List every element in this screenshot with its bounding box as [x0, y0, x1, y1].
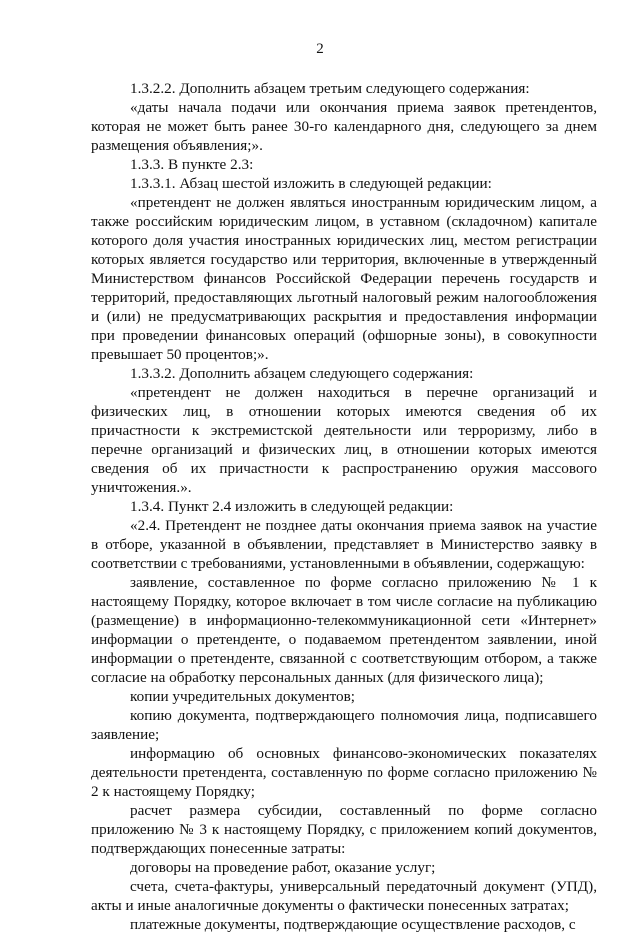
paragraph: «претендент не должен являться иностранным юридическим лицом, а также российским юридическим лицом, в уставном (складочном) капитале которого доля участия иностранных юридических лиц, местом регистрации которых является государство или территория, включенные в утвержденный Министерством финансов Российской Федерации перечень государств и территорий, предоставляющих льготный налоговый режим налогообложения и (или) не предусматривающих раскрытия и предоставления информации при проведении финансовых операций (офшорные зоны), в совокупности превышает 50 процентов;». [91, 194, 597, 363]
paragraph: договоры на проведение работ, оказание услуг; [130, 859, 436, 876]
paragraph: платежные документы, подтверждающие осуществление расходов, с [130, 916, 576, 933]
paragraph: информацию об основных финансово-экономических показателях деятельности претендента, составленную по форме согласно приложению № 2 к настоящему Порядку; [91, 745, 597, 800]
document-body [91, 79, 597, 934]
paragraph: заявление, составленное по форме согласно приложению № 1 к настоящему Порядку, которое включает в том числе согласие на публикацию (размещение) в информационно-телекоммуникационной сети «Интернет» информации о претенденте, о подаваемом претендентом заявлении, иной информации о претенденте, связанной с соответствующим отбором, а также согласие на обработку персональных данных (для физического лица); [91, 574, 597, 686]
paragraph: копии учредительных документов; [130, 688, 355, 705]
paragraph: расчет размера субсидии, составленный по форме согласно приложению № 3 к настоящему Порядку, с приложением копий документов, подтверждающих понесенные затраты: [91, 802, 597, 857]
paragraph: «претендент не должен находиться в перечне организаций и физических лиц, в отношении которых имеются сведения об их причастности к экстремистской деятельности или терроризму, либо в перечне организаций и физических лиц, в отношении которых имеются сведения об их причастности к распространению оружия массового уничтожения.». [91, 384, 597, 496]
paragraph: 1.3.4. Пункт 2.4 изложить в следующей редакции: [130, 498, 454, 515]
page-number: 2 [316, 41, 324, 57]
paragraph: 1.3.2.2. Дополнить абзацем третьим следующего содержания: [130, 80, 530, 97]
paragraph: 1.3.3. В пункте 2.3: [130, 156, 254, 173]
paragraph: «даты начала подачи или окончания приема заявок претендентов, которая не может быть ранее 30-го календарного дня, следующего за днем размещения объявления;». [91, 99, 597, 154]
paragraph: счета, счета-фактуры, универсальный передаточный документ (УПД), акты и иные аналогичные документы о фактически понесенных затратах; [91, 878, 597, 914]
paragraph: 1.3.3.1. Абзац шестой изложить в следующей редакции: [130, 175, 492, 192]
paragraph: 1.3.3.2. Дополнить абзацем следующего содержания: [130, 365, 474, 382]
paragraph: копию документа, подтверждающего полномочия лица, подписавшего заявление; [91, 707, 597, 743]
paragraph: «2.4. Претендент не позднее даты окончания приема заявок на участие в отборе, указанной в объявлении, представляет в Министерство заявку в соответствии с требованиями, установленными в объявлении, содержащую: [91, 517, 597, 572]
